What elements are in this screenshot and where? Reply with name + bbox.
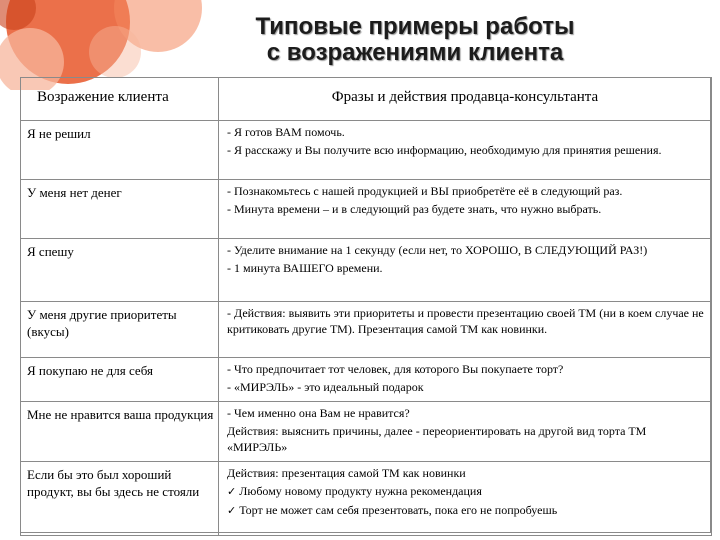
table-outer-frame [20,77,711,533]
phrase-line: - Действия: выявить эти приоритеты и провести презентацию своей ТМ (ни в коем случае не критиковать другие ТМ). Презентация самой ТМ как новинки. [227,306,704,336]
column-header-objection: Возражение клиента [21,78,219,121]
objection-cell: Я спешу [21,239,219,302]
objection-cell: У меня другие приоритеты (вкусы) [21,302,219,358]
phrase-line: - Я расскажу и Вы получите всю информацию, необходимую для принятия решения. [227,143,662,157]
slide-title-line-1: Типовые примеры работы [255,13,575,40]
column-header-phrases: Фразы и действия продавца-консультанта [219,78,712,121]
objection-cell: Мне не нравится ваша продукция [21,402,219,462]
objection-cell: Я покупаю не для себя [21,358,219,402]
checkmark-icon: ✓ [227,504,237,517]
phrase-line: Действия: презентация самой ТМ как новинки [227,466,466,480]
checklist-item-text: Любому новому продукту нужна рекомендация [239,484,482,498]
phrase-line: - Я готов ВАМ помочь. [227,125,345,139]
objection-cell: Я не решил [21,121,219,180]
phrase-line: - Минута времени – и в следующий раз будете знать, что нужно выбрать. [227,202,602,216]
phrase-line: Действия: выяснить причины, далее - переориентировать на другой вид торта ТМ «МИРЭЛЬ» [227,424,647,454]
objection-cell: Если бы это был хороший продукт, вы бы здесь не стояли [21,462,219,536]
slide-title-line-2: с возражениями клиента [266,39,564,66]
phrase-line: - «МИРЭЛЬ» - это идеальный подарок [227,380,424,394]
slide-title [205,14,625,66]
phrase-line: - Что предпочитает тот человек, для которого Вы покупаете торт? [227,362,564,376]
checklist-item-text: Торт не может сам себя презентовать, пока его не попробуешь [239,503,558,517]
objection-cell: У меня нет денег [21,180,219,239]
checkmark-icon: ✓ [227,485,237,498]
phrase-line: - Чем именно она Вам не нравится? [227,406,410,420]
phrase-line: - 1 минута ВАШЕГО времени. [227,261,383,275]
phrase-line: - Уделите внимание на 1 секунду (если нет, то ХОРОШО, В СЛЕДУЮЩИЙ РАЗ!) [227,243,648,257]
phrase-line: - Познакомьтесь с нашей продукцией и ВЫ приобретёте её в следующий раз. [227,184,623,198]
